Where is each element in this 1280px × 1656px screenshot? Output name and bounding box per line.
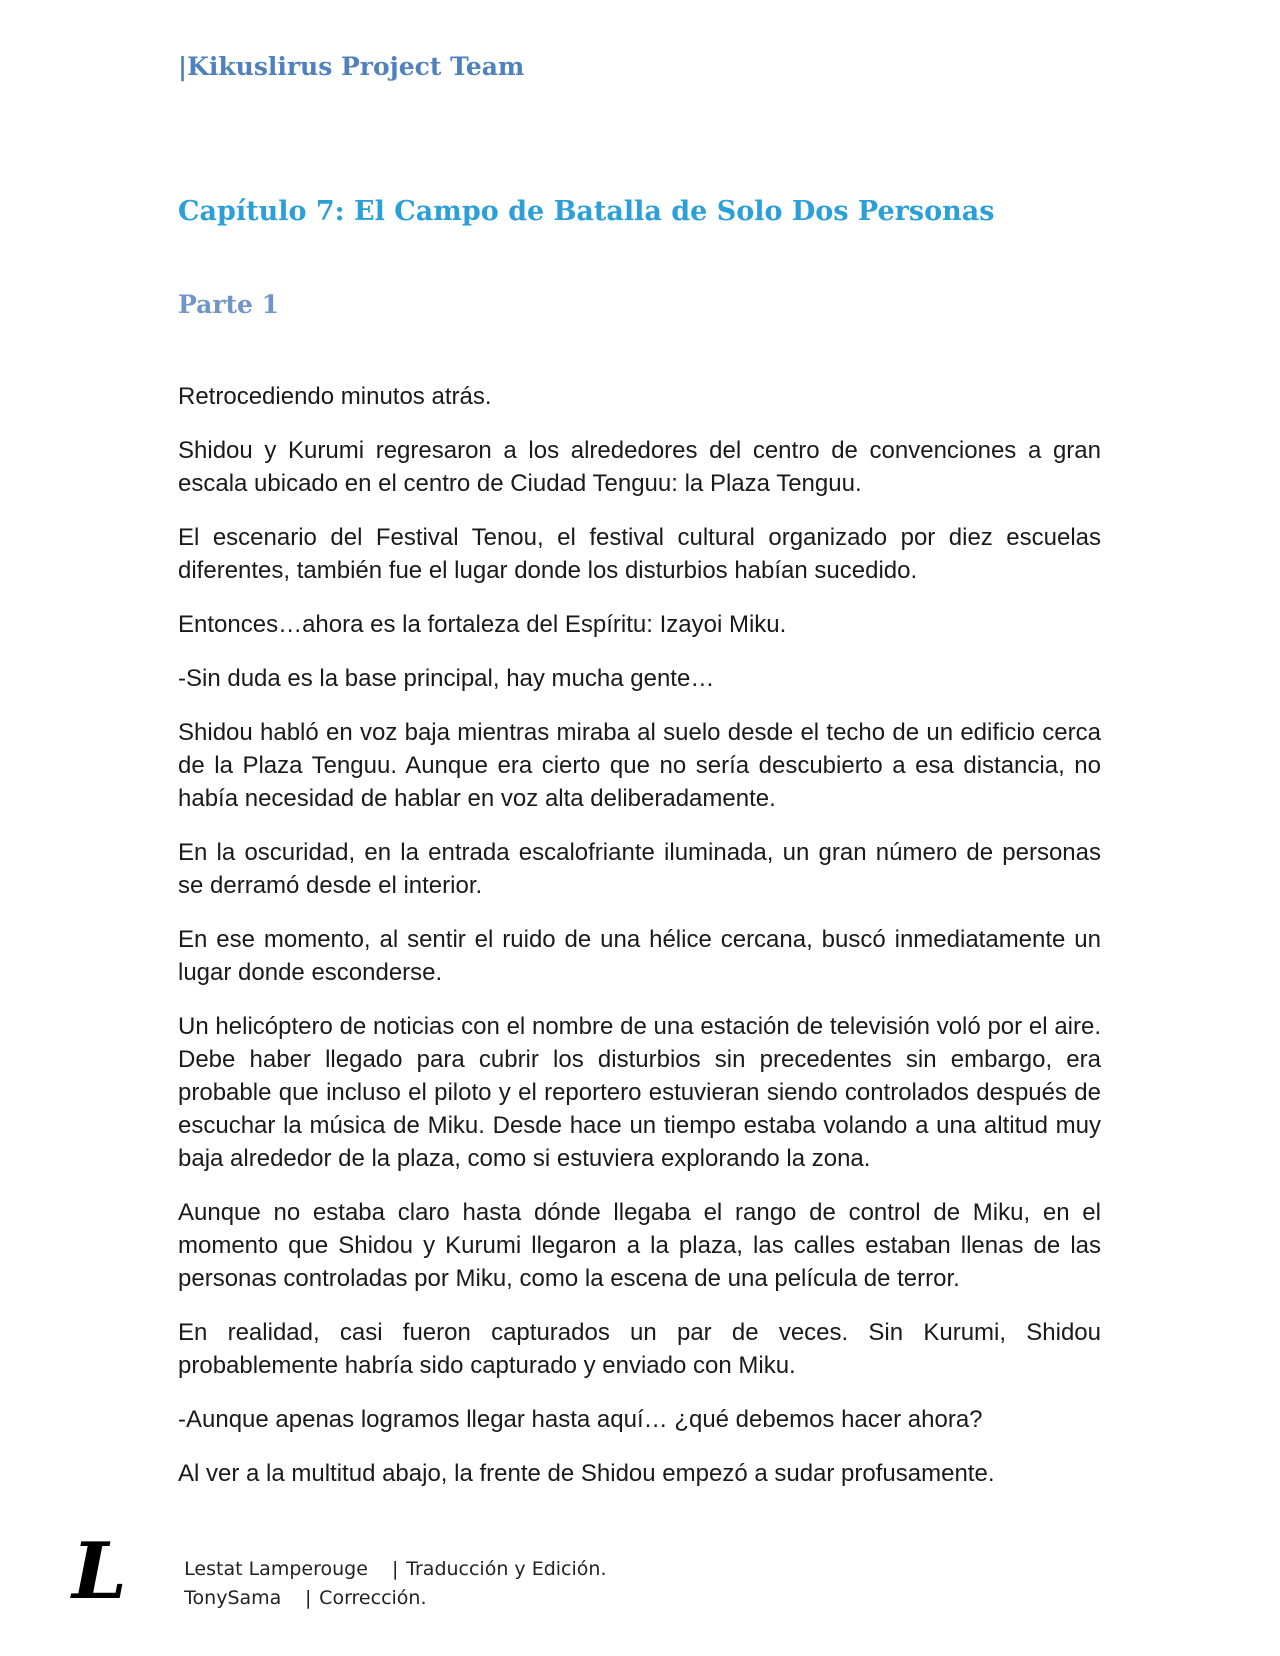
- paragraph: -Sin duda es la base principal, hay mucha gente…: [178, 665, 715, 692]
- paragraph: En realidad, casi fueron capturados un par de veces. Sin Kurumi, Shidou probablemente habría sido capturado y enviado con Miku.: [178, 1319, 1101, 1379]
- paragraph: Shidou y Kurumi regresaron a los alrededores del centro de convenciones a gran escala ubicado en el centro de Ciudad Tenguu: la Plaza Tenguu.: [178, 437, 1101, 497]
- paragraph: Aunque no estaba claro hasta dónde llegaba el rango de control de Miku, en el momento que Shidou y Kurumi llegaron a la plaza, las calles estaban llenas de las personas controladas por Miku, como la escena de una película de terror.: [178, 1199, 1101, 1292]
- credit-name: TonySama: [184, 1587, 282, 1609]
- logo-glyph: L: [72, 1532, 127, 1608]
- paragraph: El escenario del Festival Tenou, el festival cultural organizado por diez escuelas diferentes, también fue el lugar donde los disturbios habían sucedido.: [178, 524, 1101, 584]
- credit-role: Corrección.: [319, 1587, 427, 1609]
- credit-separator: |: [304, 1587, 312, 1609]
- credit-name: Lestat Lamperouge: [184, 1558, 368, 1580]
- paragraph: Retrocediendo minutos atrás.: [178, 383, 492, 410]
- paragraph: En la oscuridad, en la entrada escalofriante iluminada, un gran número de personas se derramó desde el interior.: [178, 839, 1101, 899]
- paragraph: Un helicóptero de noticias con el nombre de una estación de televisión voló por el aire. Debe haber llegado para cubrir los disturbios sin precedentes sin embargo, era probable que incluso el piloto y el reportero estuvieran siendo controlados después de escuchar la música de Miku. Desde hace un tiempo estaba volando a una altitud muy baja alrededor de la plaza, como si estuviera explorando la zona.: [178, 1013, 1101, 1172]
- credit-role: Traducción y Edición.: [406, 1558, 607, 1580]
- part-title: Parte 1: [178, 290, 280, 319]
- chapter-title: Capítulo 7: El Campo de Batalla de Solo Dos Personas: [178, 196, 995, 227]
- credit-line-correction: [160, 1565, 427, 1631]
- paragraph: Al ver a la multitud abajo, la frente de Shidou empezó a sudar profusamente.: [178, 1460, 995, 1487]
- chapter-body: [178, 380, 1101, 1511]
- team-header: |Kikuslirus Project Team: [178, 52, 525, 81]
- credit-separator: |: [391, 1558, 399, 1580]
- paragraph: Shidou habló en voz baja mientras miraba al suelo desde el techo de un edificio cerca de la Plaza Tenguu. Aunque era cierto que no sería descubierto a esa distancia, no había necesidad de hablar en voz alta deliberadamente.: [178, 719, 1101, 812]
- paragraph: En ese momento, al sentir el ruido de una hélice cercana, buscó inmediatamente un lugar donde esconderse.: [178, 926, 1101, 986]
- paragraph: Entonces…ahora es la fortaleza del Espíritu: Izayoi Miku.: [178, 611, 787, 638]
- page-footer: [68, 1532, 668, 1616]
- paragraph: -Aunque apenas logramos llegar hasta aquí… ¿qué debemos hacer ahora?: [178, 1406, 983, 1433]
- gothic-l-logo-icon: [68, 1532, 132, 1608]
